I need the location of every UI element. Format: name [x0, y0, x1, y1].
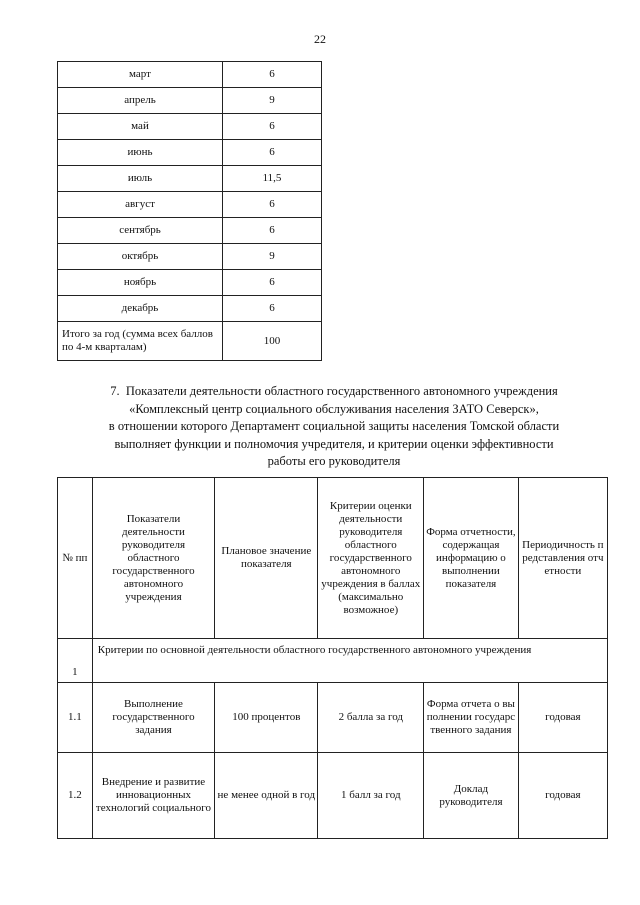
table-row: [58, 62, 322, 88]
section-title-line-3: в отношении которого Департамент социальной защиты населения Томской области: [108, 419, 560, 433]
table-row: [58, 296, 322, 322]
section-title-text-1: Показатели деятельности областного государственного автономного учреждения: [125, 384, 558, 398]
section-number: 7.: [110, 384, 120, 398]
table-row: [58, 683, 608, 753]
value-cell: 6: [223, 270, 322, 296]
row-planned: 100 процентов: [215, 683, 318, 753]
header-criteria: Критерии оценки деятельности руководителя областного государственного автономного учреждения в баллах (максимально возможное): [318, 478, 424, 639]
section-title-line-2: «Комплексный центр социального обслуживания населения ЗАТО Северск»,: [129, 401, 539, 416]
table-row: [58, 270, 322, 296]
section-row-text: Критерии по основной деятельности областного государственного автономного учреждения: [92, 639, 607, 683]
value-cell: 6: [223, 62, 322, 88]
month-cell: июнь: [58, 140, 223, 166]
section-title: [60, 383, 608, 471]
criteria-table: [57, 477, 608, 839]
table-row: [58, 88, 322, 114]
table-row: [58, 114, 322, 140]
month-cell: октябрь: [58, 244, 223, 270]
row-num: 1.1: [58, 683, 93, 753]
section-title-line-5: работы его руководителя: [267, 454, 401, 468]
month-cell: ноябрь: [58, 270, 223, 296]
row-report-form: Форма отчета о выполнении государственного задания: [424, 683, 519, 753]
month-cell: март: [58, 62, 223, 88]
months-table: [57, 61, 322, 361]
table-row: [58, 753, 608, 839]
total-row: [58, 322, 322, 361]
row-criteria: 2 балла за год: [318, 683, 424, 753]
month-cell: май: [58, 114, 223, 140]
row-num: 1.2: [58, 753, 93, 839]
header-num: № пп: [58, 478, 93, 639]
row-indicator: Внедрение и развитие инновационных технологий социального: [92, 753, 214, 839]
section-title-line-1: [60, 383, 608, 401]
section-title-line-4: выполняет функции и полномочия учредителя, и критерии оценки эффективности: [114, 436, 554, 451]
row-periodicity: годовая: [518, 683, 607, 753]
value-cell: 9: [223, 88, 322, 114]
value-cell: 6: [223, 140, 322, 166]
table-row: [58, 218, 322, 244]
table-row: [58, 166, 322, 192]
value-cell: 6: [223, 114, 322, 140]
criteria-table-body: [58, 478, 608, 839]
header-row: [58, 478, 608, 639]
section-row-num: 1: [58, 639, 93, 683]
month-cell: сентябрь: [58, 218, 223, 244]
months-table-body: [58, 62, 322, 361]
month-cell: август: [58, 192, 223, 218]
header-report-form: Форма отчетности, содержащая информацию о выполнении показателя: [424, 478, 519, 639]
value-cell: 11,5: [223, 166, 322, 192]
row-indicator: Выполнение государственного задания: [92, 683, 214, 753]
header-planned: Плановое значение показателя: [215, 478, 318, 639]
value-cell: 6: [223, 218, 322, 244]
table-row: [58, 244, 322, 270]
month-cell: декабрь: [58, 296, 223, 322]
row-planned: не менее одной в год: [215, 753, 318, 839]
value-cell: 6: [223, 296, 322, 322]
month-cell: апрель: [58, 88, 223, 114]
header-indicators: Показатели деятельности руководителя областного государственного автономного учреждения: [92, 478, 214, 639]
row-report-form: Доклад руководителя: [424, 753, 519, 839]
row-periodicity: годовая: [518, 753, 607, 839]
header-periodicity: Периодичность представления отчетности: [518, 478, 607, 639]
total-label: Итого за год (сумма всех баллов по 4-м кварталам): [58, 322, 223, 361]
table-row: [58, 192, 322, 218]
section-row: [58, 639, 608, 683]
row-criteria: 1 балл за год: [318, 753, 424, 839]
value-cell: 6: [223, 192, 322, 218]
total-value: 100: [223, 322, 322, 361]
page-number: 22: [314, 32, 326, 46]
table-row: [58, 140, 322, 166]
value-cell: 9: [223, 244, 322, 270]
month-cell: июль: [58, 166, 223, 192]
